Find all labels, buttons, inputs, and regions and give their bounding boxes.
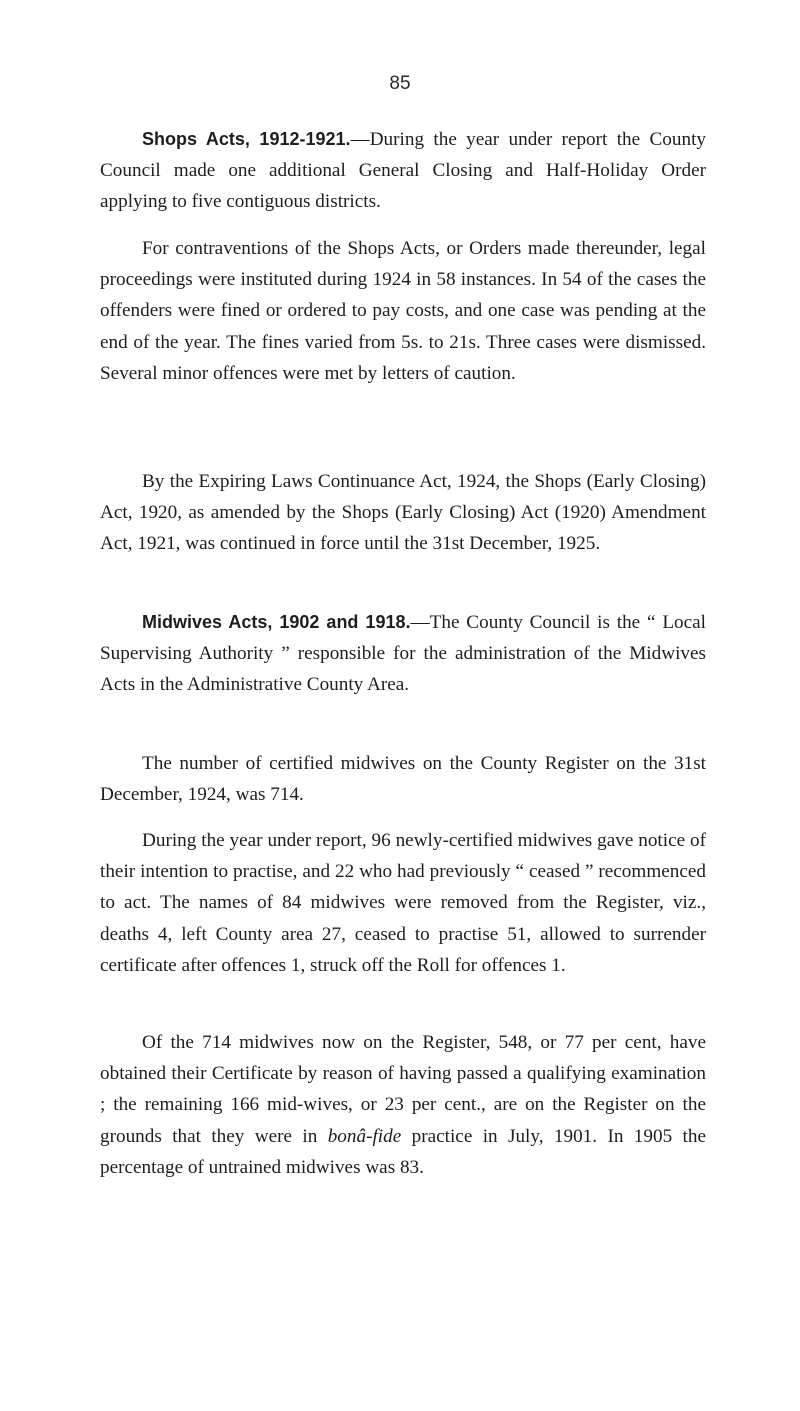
page-number: 85 (389, 73, 411, 94)
section-heading-midwives-acts: Midwives Acts, 1902 and 1918. (142, 612, 411, 632)
section-heading-shops-acts: Shops Acts, 1912-1921. (142, 129, 351, 149)
paragraph-text: The number of certified midwives on the County Register on the 31st December, 1924, was 714. (100, 753, 706, 806)
paragraph-register-composition (100, 1027, 706, 1183)
paragraph-text: By the Expiring Laws Continuance Act, 1924, the Shops (Early Closing) Act, 1920, as amended by the Shops (Early Closing) Act (1920) Amendment Act, 1921, was continued in force until the 31st December, 1925. (100, 471, 706, 555)
paragraph-newly-certified (100, 825, 706, 981)
emphasis-bona-fide: bonâ-fide (327, 1125, 402, 1147)
paragraph-text: For contraventions of the Shops Acts, or Orders made thereunder, legal proceedings were instituted during 1924 in 58 instances. In 54 of the cases the offenders were fined or ordered to pay costs, and one case was pending at the end of the year. The fines varied from 5s. to 21s. Three cases were dismissed. Several minor offences were met by letters of caution. (100, 238, 706, 384)
paragraph-text: Of the 714 midwives now on the Register, 548, or 77 per cent, have obtained their Certificate by reason of having passed a qualifying examination ; the remaining 166 mid-wives, or 23 per cent., are on the Register on the grounds that they were in (100, 1032, 706, 1147)
paragraph-text: practice in July, 1901. In 1905 the percentage of untrained midwives was 83. (100, 1125, 706, 1178)
paragraph-text: —During the year under report the County Council made one additional General Closing and Half-Holiday Order applying to five contiguous districts. (100, 129, 706, 213)
paragraph-register-count (100, 748, 706, 810)
paragraph-midwives-acts (100, 607, 706, 701)
paragraph-text: —The County Council is the “ Local Supervising Authority ” responsible for the administration of the Midwives Acts in the Administrative County Area. (100, 612, 706, 696)
paragraph-shops-acts (100, 124, 706, 218)
paragraph-text: During the year under report, 96 newly-certified midwives gave notice of their intention to practise, and 22 who had previously “ ceased ” recommenced to act. The names of 84 midwives were removed from the Register, viz., deaths 4, left County area 27, ceased to practise 51, allowed to surrender certificate after offences 1, struck off the Roll for offences 1. (100, 830, 706, 976)
paragraph-contraventions (100, 233, 706, 389)
paragraph-expiring-laws (100, 466, 706, 560)
